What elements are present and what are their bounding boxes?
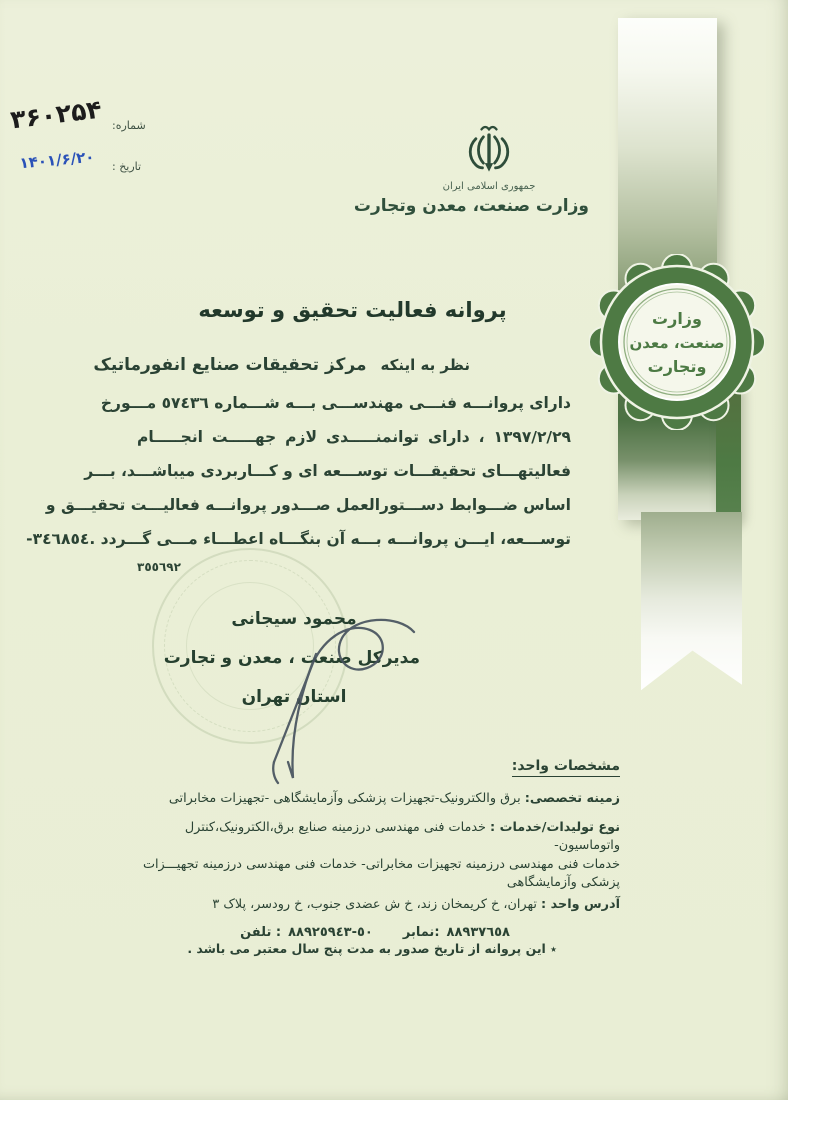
certificate-title: پروانه فعالیت تحقیق و توسعه xyxy=(198,298,507,322)
registration-number-tail: ٣٥٥٦٩٢ xyxy=(137,560,181,574)
body-line: دارای پروانـــه فنـــی مهندســـی بـــه شـــماره ٥٧٤٣٦ مـــورخ xyxy=(100,394,571,412)
validity-footnote: ٭ این پروانه از تاریخ صدور به مدت پنج سال معتبر می باشد . xyxy=(187,941,557,956)
fax-value: ٨٨٩٣٧٦٥٨ xyxy=(446,925,510,940)
products-services-label: نوع تولیدات/خدمات : xyxy=(490,819,620,835)
fax-label: نمابر: xyxy=(402,925,440,940)
seal-text-line3: وتجارت xyxy=(647,357,707,376)
products-services-line xyxy=(130,819,620,856)
company-name: مرکز تحقیقات صنایع انفورماتیک xyxy=(93,355,367,375)
intro-lead-text: نظر به اینکه xyxy=(380,356,470,374)
phone-fax-line xyxy=(130,925,510,940)
intro-line xyxy=(93,355,575,375)
specialty-value: برق والکترونیک-تجهیزات پزشکی وآزمایشگاهی -تجهیزات مخابراتی xyxy=(168,791,525,806)
seal-text-line1: وزارت xyxy=(652,309,702,328)
products-services-continuation: پزشکی وآزمایشگاهی xyxy=(506,875,620,890)
phone-value: ٥٠-٨٨٩٢٥٩٤٣ xyxy=(288,925,373,940)
unit-details-section xyxy=(130,755,620,940)
address-label: آدرس واحد : xyxy=(541,896,620,912)
handwritten-serial-number: ۳۶۰۲۵۴ xyxy=(8,94,104,135)
ministry-title: وزارت صنعت، معدن وتجارت xyxy=(353,196,589,216)
unit-details-heading: مشخصات واحد: xyxy=(512,758,620,777)
products-services-value: خدمات فنی مهندسی درزمینه صنایع برق،الکترونیک،کنترل واتوماسیون- xyxy=(184,819,620,853)
ribbon-tail xyxy=(641,512,742,692)
phone-label: تلفن : xyxy=(240,925,282,940)
signatory-name: محمود سیجانی xyxy=(231,609,357,629)
specialty-field-line xyxy=(130,790,620,809)
signatory-title-line2: استان تهران xyxy=(241,687,347,707)
body-line: توســـعه، ایـــن پروانـــه بـــه آن بنگـــاه اعطـــاء مـــی گـــردد .٣٤٦٨٥٤- xyxy=(26,530,571,548)
republic-title: جمهوری اسلامی ایران xyxy=(442,181,536,192)
signatory-title-line1: مدیرکل صنعت ، معدن و تجارت xyxy=(163,648,420,668)
specialty-label: زمینه تخصصی: xyxy=(524,791,620,806)
address-value: تهران، خ کریمخان زند، خ ش عضدی جنوب، خ رودسر، پلاک ۳ xyxy=(212,896,542,912)
body-line: ١٣٩٧/٢/٢٩ ، دارای توانمنـــــدی لازم جهـــــت انجـــــام xyxy=(137,428,571,446)
handwritten-date: ۱۴۰۱/۶/۲۰ xyxy=(18,147,96,173)
address-line xyxy=(130,896,620,915)
certificate-content xyxy=(26,290,575,578)
body-line: فعالیتهـــای تحقیقـــات توســـعه ای و کـــاربردی میباشـــد، بـــر xyxy=(84,462,571,480)
government-header xyxy=(353,122,589,216)
products-services-continuation: خدمات فنی مهندسی درزمینه تجهیزات مخابراتی- خدمات فنی مهندسی درزمینه تجهیـــزات xyxy=(142,856,620,872)
seal-text-line2: صنعت، معدن xyxy=(629,334,725,352)
iran-national-emblem-icon xyxy=(459,122,519,178)
spacer xyxy=(380,925,396,940)
body-line: اساس ضـــوابط دســـتورالعمل صـــدور پروانـــه فعالیـــت تحقیـــق و xyxy=(45,496,571,514)
serial-number-label: شماره: xyxy=(112,119,146,132)
certificate-body xyxy=(26,386,571,578)
ministry-seal-rosette-icon xyxy=(589,254,765,430)
date-label: تاریخ : xyxy=(112,160,142,173)
